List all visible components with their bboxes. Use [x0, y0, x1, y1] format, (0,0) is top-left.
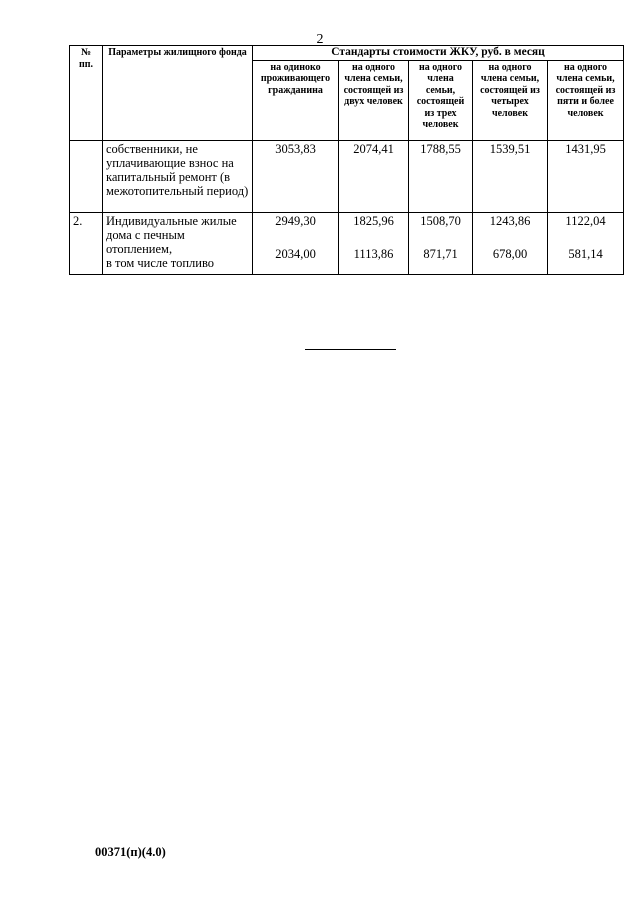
value-cell	[339, 212, 409, 274]
page-number: 2	[316, 32, 324, 47]
value-cell	[548, 212, 624, 274]
value-cell: 2074,41	[339, 140, 409, 212]
subheader-four: на одного члена семьи, состоящей из четырех человек	[473, 60, 548, 140]
value-sub: 1113,86	[353, 246, 394, 261]
row-number: 2.	[70, 212, 103, 274]
row-params-sub: в том числе топливо	[106, 255, 215, 270]
subheader-five: на одного члена семьи, состоящей из пяти и более человек	[548, 60, 624, 140]
table-row	[70, 212, 624, 274]
value-cell	[409, 212, 473, 274]
row-params: собственники, не уплачивающие взнос на капитальный ремонт (в межотопительный период)	[103, 140, 253, 212]
value-sub: 678,00	[492, 246, 528, 261]
value-sub: 2034,00	[275, 246, 316, 261]
value-sub: 871,71	[423, 246, 458, 261]
row-number	[70, 140, 103, 212]
value-main: 1508,70	[420, 213, 461, 228]
value-main: 1122,04	[565, 213, 606, 228]
header-no: № пп.	[70, 46, 103, 141]
subheader-single: на одиноко проживающего гражданина	[253, 60, 339, 140]
header-group: Стандарты стоимости ЖКУ, руб. в месяц	[253, 46, 624, 61]
value-cell: 3053,83	[253, 140, 339, 212]
value-sub: 581,14	[568, 246, 603, 261]
subheader-three: на одного члена семьи, состоящей из трех человек	[409, 60, 473, 140]
value-cell: 1788,55	[409, 140, 473, 212]
value-main: 2949,30	[275, 213, 316, 228]
table-row	[70, 140, 624, 212]
tariff-table	[69, 45, 624, 275]
document-code: 00371(п)(4.0)	[95, 845, 166, 859]
value-cell	[473, 212, 548, 274]
value-cell: 1431,95	[548, 140, 624, 212]
header-row	[70, 46, 624, 61]
value-cell	[253, 212, 339, 274]
value-cell: 1539,51	[473, 140, 548, 212]
header-params: Параметры жилищного фонда	[103, 46, 253, 141]
value-main: 1243,86	[489, 213, 531, 228]
row-params-main: Индивидуальные жилые дома с печным отоплением,	[106, 213, 237, 256]
divider-line	[305, 349, 396, 350]
row-params	[103, 212, 253, 274]
subheader-two: на одного члена семьи, состоящей из двух человек	[339, 60, 409, 140]
value-main: 1825,96	[353, 213, 394, 228]
